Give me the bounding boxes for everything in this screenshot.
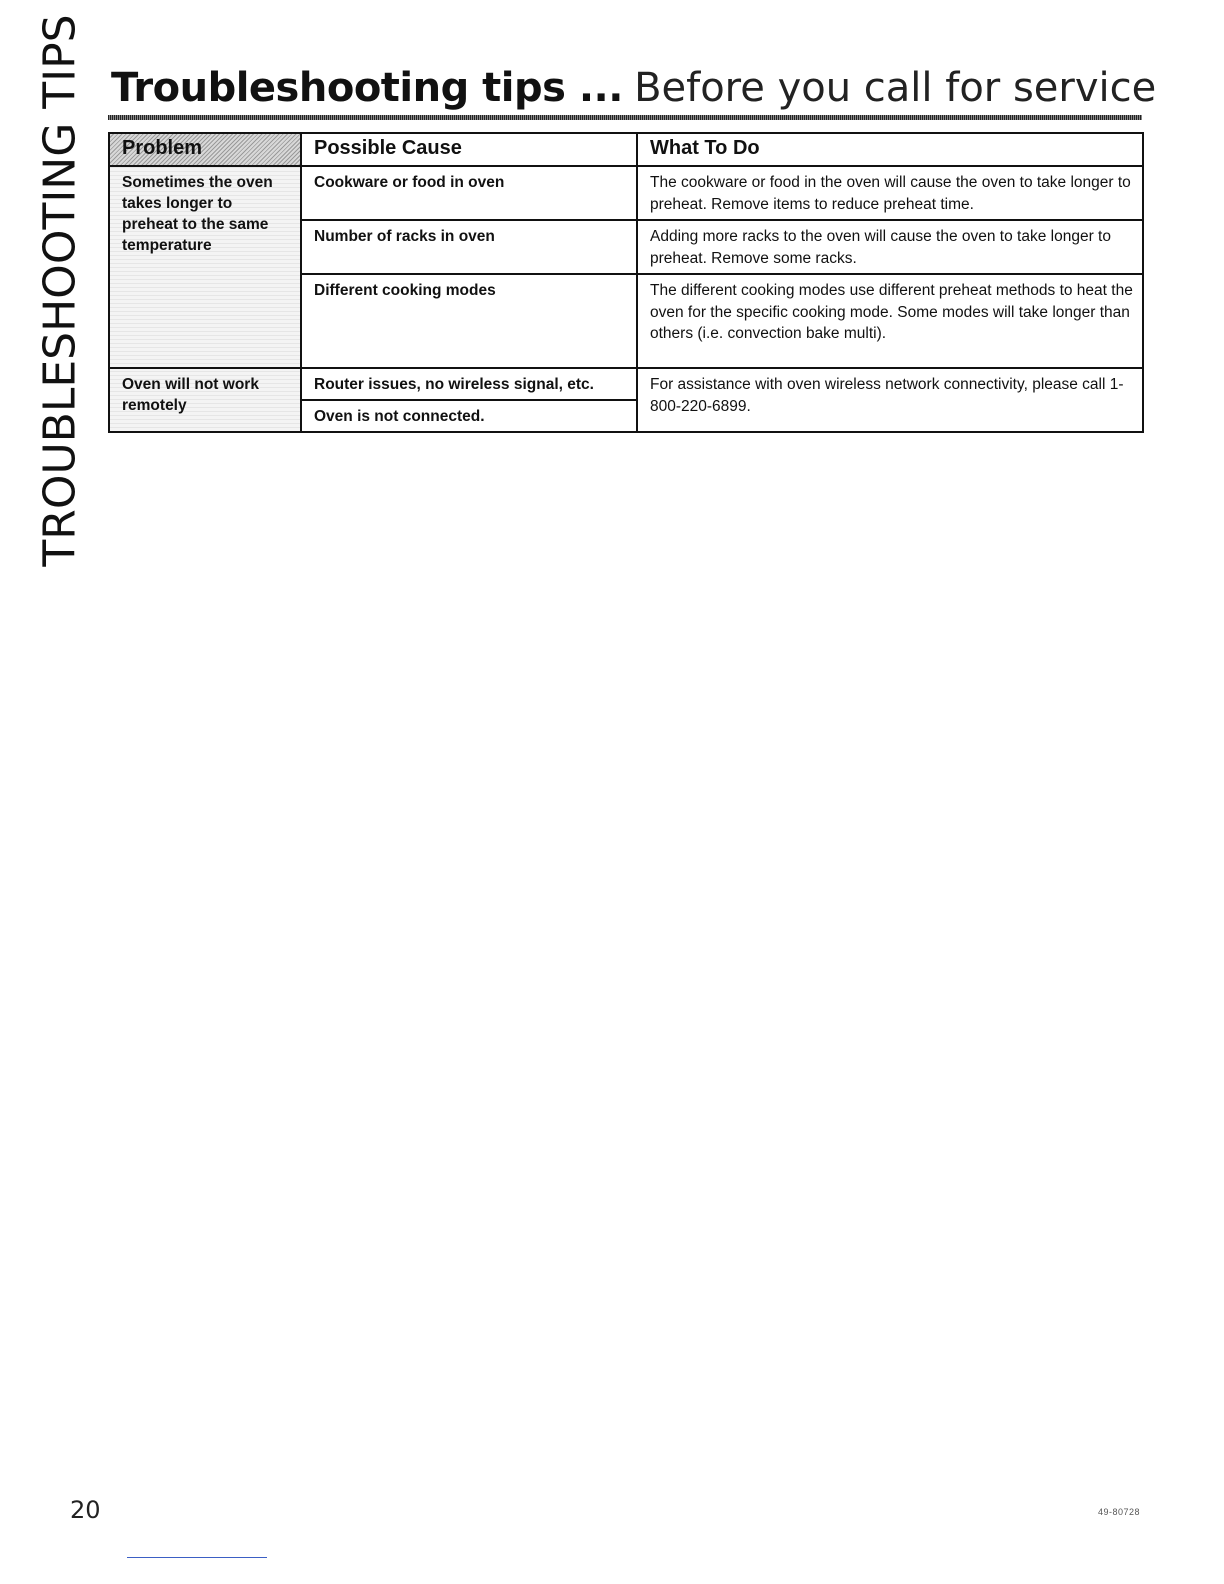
page-title bbox=[111, 62, 1156, 114]
problem-cell-remote: Oven will not work remotely bbox=[109, 368, 301, 432]
table-row bbox=[109, 166, 1143, 220]
document-code: 49-80728 bbox=[1097, 1507, 1140, 1517]
column-header-what-to-do: What To Do bbox=[637, 133, 1143, 166]
solution-cell: The cookware or food in the oven will cause the oven to take longer to preheat. Remove items to reduce preheat time. bbox=[637, 166, 1143, 220]
solution-cell: For assistance with oven wireless network connectivity, please call 1-800-220-6899. bbox=[637, 368, 1143, 432]
header-divider bbox=[108, 115, 1142, 120]
page-title-subtitle: Before you call for service bbox=[634, 65, 1157, 111]
side-section-tab-label: TROUBLESHOOTING TIPS bbox=[34, 13, 86, 567]
cause-cell: Cookware or food in oven bbox=[301, 166, 637, 220]
side-section-tab bbox=[30, 13, 90, 567]
troubleshooting-table bbox=[108, 132, 1144, 433]
cause-cell: Router issues, no wireless signal, etc. bbox=[301, 368, 637, 400]
table-row bbox=[109, 368, 1143, 400]
column-header-problem: Problem bbox=[109, 133, 301, 166]
solution-cell: The different cooking modes use different preheat methods to heat the oven for the specific cooking mode. Some modes will take longer than others (i.e. convection bake multi). bbox=[637, 274, 1143, 368]
column-header-possible-cause: Possible Cause bbox=[301, 133, 637, 166]
bottom-link-underline bbox=[127, 1557, 267, 1558]
problem-cell-preheat: Sometimes the oven takes longer to preheat to the same temperature bbox=[109, 166, 301, 368]
page-title-bold: Troubleshooting tips ... bbox=[111, 65, 623, 111]
page-number: 20 bbox=[70, 1496, 101, 1524]
solution-cell: Adding more racks to the oven will cause the oven to take longer to preheat. Remove some racks. bbox=[637, 220, 1143, 274]
cause-cell: Different cooking modes bbox=[301, 274, 637, 368]
cause-cell: Number of racks in oven bbox=[301, 220, 637, 274]
cause-cell: Oven is not connected. bbox=[301, 400, 637, 432]
table-header-row bbox=[109, 133, 1143, 166]
